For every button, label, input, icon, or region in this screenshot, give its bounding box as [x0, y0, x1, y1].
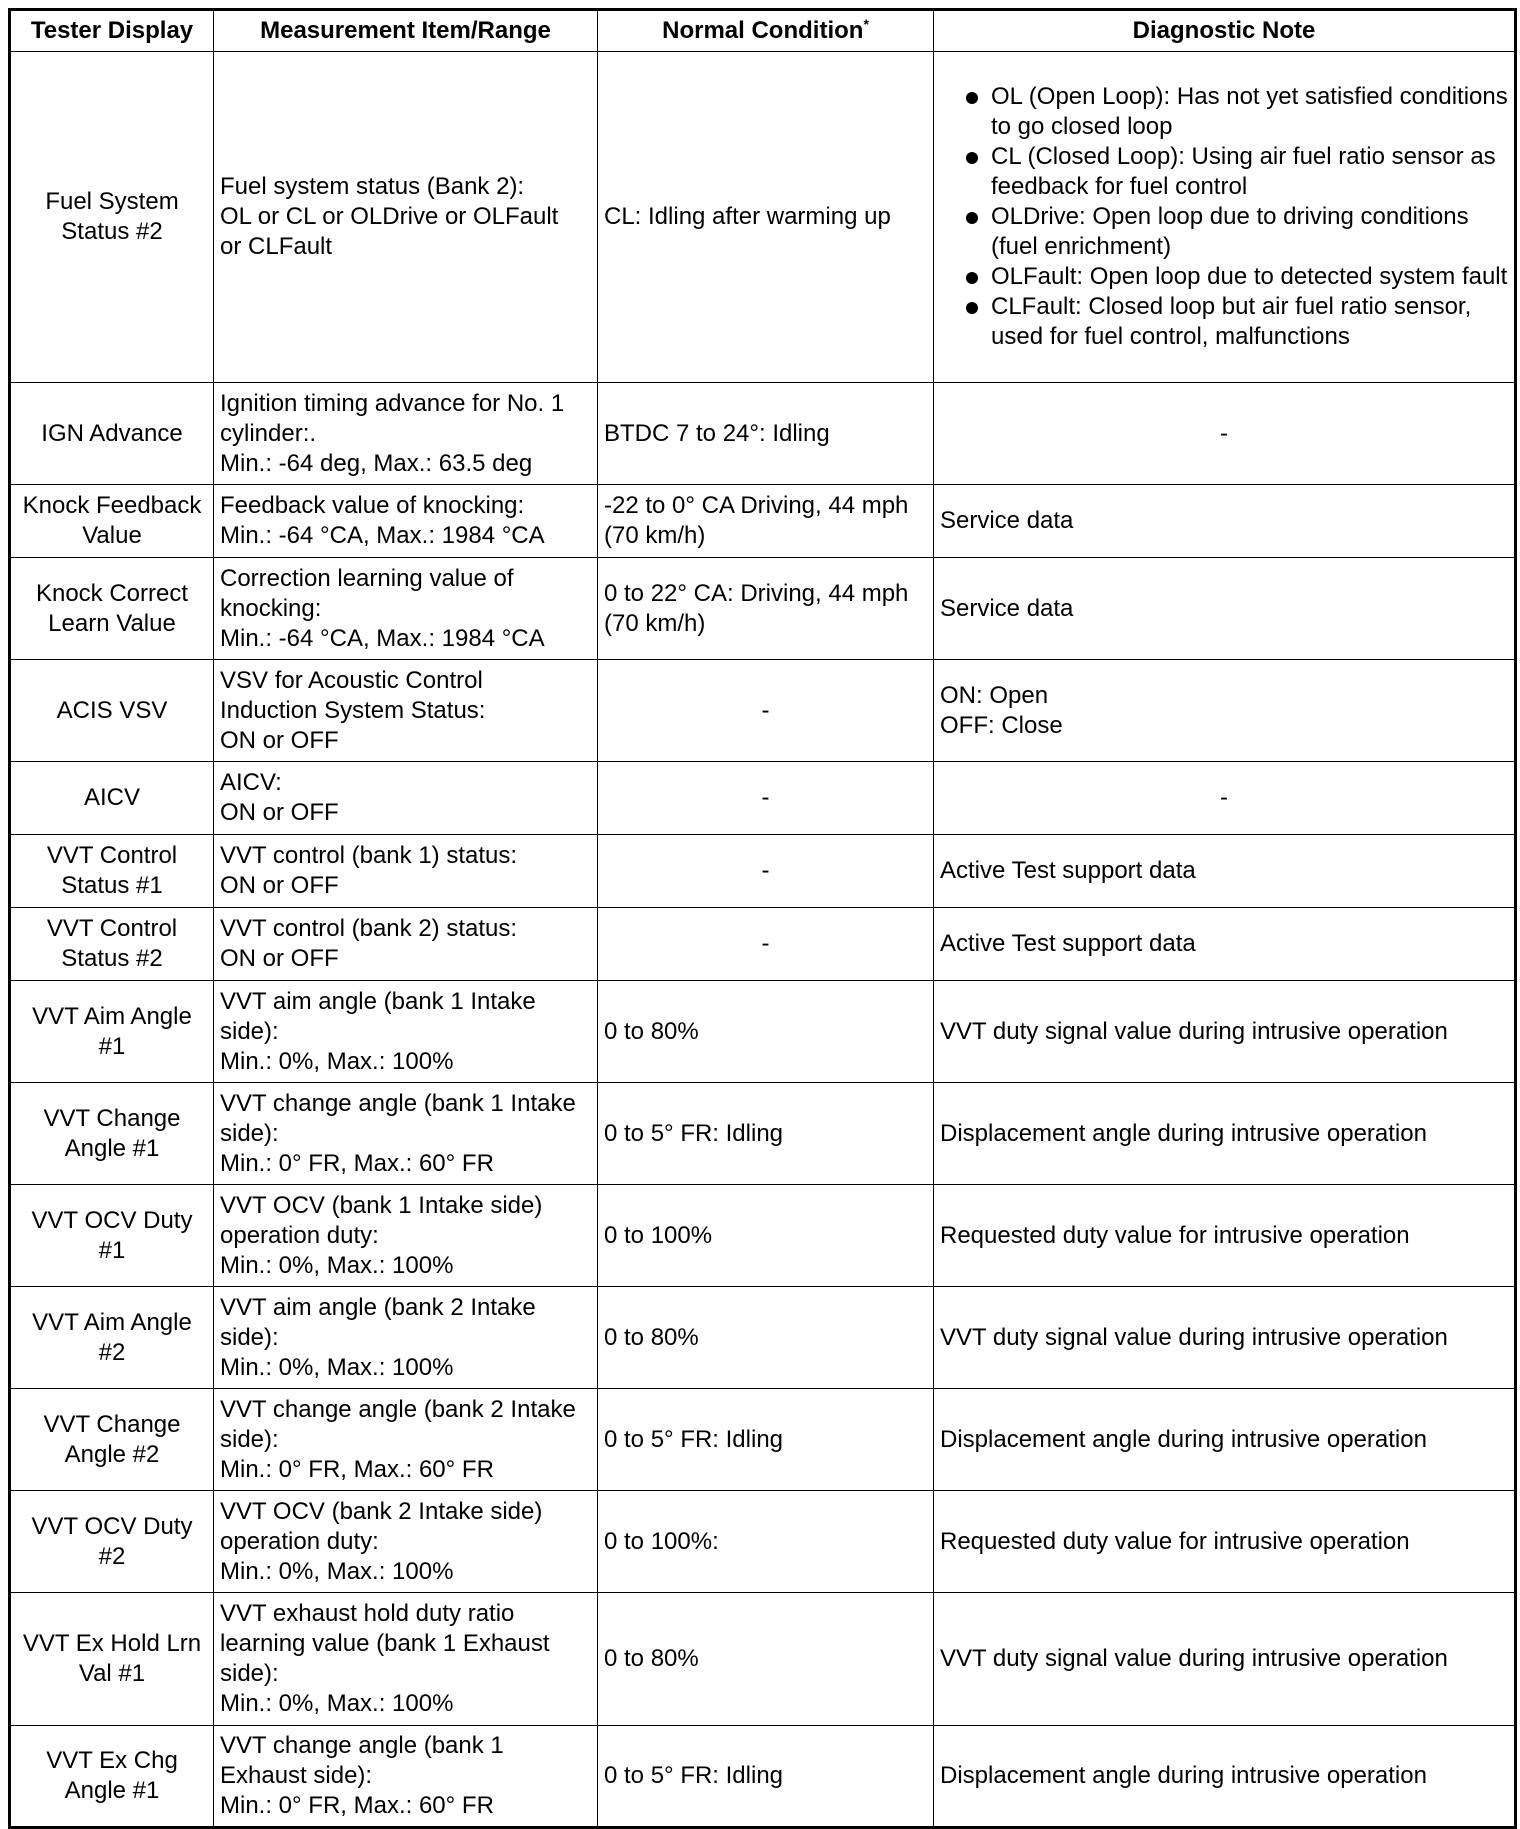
- normal-condition-cell: -22 to 0° CA Driving, 44 mph (70 km/h): [598, 485, 934, 558]
- list-item: OLFault: Open loop due to detected system fault: [940, 262, 1508, 292]
- list-item: CLFault: Closed loop but air fuel ratio sensor, used for fuel control, malfunctions: [940, 292, 1508, 352]
- normal-condition-cell: 0 to 5° FR: Idling: [598, 1389, 934, 1491]
- tester-display-cell: VVT Aim Angle #1: [10, 981, 214, 1083]
- table-row: [10, 981, 1516, 1083]
- diagnostic-note-cell: Displacement angle during intrusive operation: [934, 1083, 1516, 1185]
- measurement-cell: Ignition timing advance for No. 1 cylinder:. Min.: -64 deg, Max.: 63.5 deg: [214, 383, 598, 485]
- tester-display-cell: VVT Aim Angle #2: [10, 1287, 214, 1389]
- list-item: CL (Closed Loop): Using air fuel ratio sensor as feedback for fuel control: [940, 142, 1508, 202]
- diagnostic-note-cell: Displacement angle during intrusive operation: [934, 1726, 1516, 1828]
- header-measurement: Measurement Item/Range: [214, 10, 598, 52]
- measurement-cell: Correction learning value of knocking: Min.: -64 °CA, Max.: 1984 °CA: [214, 558, 598, 660]
- normal-condition-cell: 0 to 5° FR: Idling: [598, 1083, 934, 1185]
- tester-display-cell: VVT Change Angle #1: [10, 1083, 214, 1185]
- measurement-cell: AICV: ON or OFF: [214, 762, 598, 835]
- table-row: [10, 1491, 1516, 1593]
- tester-display-cell: Fuel System Status #2: [10, 52, 214, 383]
- measurement-cell: VVT control (bank 2) status: ON or OFF: [214, 908, 598, 981]
- tester-display-cell: VVT Control Status #1: [10, 835, 214, 908]
- tester-display-cell: VVT OCV Duty #1: [10, 1185, 214, 1287]
- normal-condition-cell: -: [598, 762, 934, 835]
- table-row: [10, 1185, 1516, 1287]
- tester-display-cell: VVT Ex Hold Lrn Val #1: [10, 1593, 214, 1726]
- normal-condition-cell: 0 to 80%: [598, 1287, 934, 1389]
- tester-display-cell: Knock Correct Learn Value: [10, 558, 214, 660]
- list-item: OLDrive: Open loop due to driving conditions (fuel enrichment): [940, 202, 1508, 262]
- header-tester-display: Tester Display: [10, 10, 214, 52]
- diagnostic-note-cell: Active Test support data: [934, 908, 1516, 981]
- table-row: [10, 1726, 1516, 1828]
- diagnostic-note-cell: ON: Open OFF: Close: [934, 660, 1516, 762]
- tester-display-cell: IGN Advance: [10, 383, 214, 485]
- table-row: [10, 762, 1516, 835]
- table-row: [10, 908, 1516, 981]
- diagnostic-note-cell: -: [934, 762, 1516, 835]
- footnote-mark: *: [863, 16, 869, 32]
- table-row: [10, 1287, 1516, 1389]
- tester-display-cell: Knock Feedback Value: [10, 485, 214, 558]
- diagnostic-note-cell: Requested duty value for intrusive operation: [934, 1491, 1516, 1593]
- header-normal-condition-label: Normal Condition: [662, 17, 864, 44]
- table-row: [10, 835, 1516, 908]
- header-normal-condition: [598, 10, 934, 52]
- measurement-cell: VVT OCV (bank 1 Intake side) operation duty: Min.: 0%, Max.: 100%: [214, 1185, 598, 1287]
- table-row: [10, 1389, 1516, 1491]
- tester-display-cell: VVT Ex Chg Angle #1: [10, 1726, 214, 1828]
- table-row: [10, 558, 1516, 660]
- table-row: [10, 660, 1516, 762]
- measurement-cell: Feedback value of knocking: Min.: -64 °CA, Max.: 1984 °CA: [214, 485, 598, 558]
- measurement-cell: VVT OCV (bank 2 Intake side) operation duty: Min.: 0%, Max.: 100%: [214, 1491, 598, 1593]
- measurement-cell: VVT change angle (bank 1 Intake side): Min.: 0° FR, Max.: 60° FR: [214, 1083, 598, 1185]
- measurement-cell: VVT exhaust hold duty ratio learning value (bank 1 Exhaust side): Min.: 0%, Max.: 100%: [214, 1593, 598, 1726]
- diagnostic-note-cell: -: [934, 383, 1516, 485]
- normal-condition-cell: -: [598, 835, 934, 908]
- table-row: [10, 383, 1516, 485]
- normal-condition-cell: CL: Idling after warming up: [598, 52, 934, 383]
- measurement-cell: VVT aim angle (bank 2 Intake side): Min.: 0%, Max.: 100%: [214, 1287, 598, 1389]
- tester-display-cell: VVT Control Status #2: [10, 908, 214, 981]
- normal-condition-cell: 0 to 100%:: [598, 1491, 934, 1593]
- tester-display-cell: VVT Change Angle #2: [10, 1389, 214, 1491]
- measurement-cell: Fuel system status (Bank 2): OL or CL or OLDrive or OLFault or CLFault: [214, 52, 598, 383]
- table-row: [10, 485, 1516, 558]
- diagnostic-note-cell: VVT duty signal value during intrusive operation: [934, 981, 1516, 1083]
- measurement-cell: VVT change angle (bank 1 Exhaust side): Min.: 0° FR, Max.: 60° FR: [214, 1726, 598, 1828]
- diagnostic-note-cell: VVT duty signal value during intrusive operation: [934, 1593, 1516, 1726]
- tester-display-cell: ACIS VSV: [10, 660, 214, 762]
- table-row: [10, 1593, 1516, 1726]
- list-item: OL (Open Loop): Has not yet satisfied conditions to go closed loop: [940, 82, 1508, 142]
- normal-condition-cell: 0 to 80%: [598, 981, 934, 1083]
- diagnostic-note-cell: Service data: [934, 558, 1516, 660]
- normal-condition-cell: 0 to 5° FR: Idling: [598, 1726, 934, 1828]
- normal-condition-cell: 0 to 22° CA: Driving, 44 mph (70 km/h): [598, 558, 934, 660]
- measurement-cell: VVT control (bank 1) status: ON or OFF: [214, 835, 598, 908]
- diagnostic-note-cell: Active Test support data: [934, 835, 1516, 908]
- measurement-cell: VSV for Acoustic Control Induction System Status: ON or OFF: [214, 660, 598, 762]
- normal-condition-cell: -: [598, 908, 934, 981]
- data-list-table: [8, 8, 1517, 1829]
- header-diagnostic-note: Diagnostic Note: [934, 10, 1516, 52]
- tester-display-cell: VVT OCV Duty #2: [10, 1491, 214, 1593]
- diagnostic-note-cell: VVT duty signal value during intrusive operation: [934, 1287, 1516, 1389]
- diagnostic-note-cell: Displacement angle during intrusive operation: [934, 1389, 1516, 1491]
- normal-condition-cell: -: [598, 660, 934, 762]
- measurement-cell: VVT aim angle (bank 1 Intake side): Min.: 0%, Max.: 100%: [214, 981, 598, 1083]
- diagnostic-note-cell: Requested duty value for intrusive operation: [934, 1185, 1516, 1287]
- status-bullet-list: [940, 82, 1508, 352]
- normal-condition-cell: 0 to 80%: [598, 1593, 934, 1726]
- tester-display-cell: AICV: [10, 762, 214, 835]
- measurement-cell: VVT change angle (bank 2 Intake side): Min.: 0° FR, Max.: 60° FR: [214, 1389, 598, 1491]
- normal-condition-cell: 0 to 100%: [598, 1185, 934, 1287]
- table-row: [10, 52, 1516, 383]
- header-row: [10, 10, 1516, 52]
- diagnostic-note-cell: [934, 52, 1516, 383]
- table-row: [10, 1083, 1516, 1185]
- normal-condition-cell: BTDC 7 to 24°: Idling: [598, 383, 934, 485]
- diagnostic-data-sheet: [8, 8, 1514, 1829]
- diagnostic-note-cell: Service data: [934, 485, 1516, 558]
